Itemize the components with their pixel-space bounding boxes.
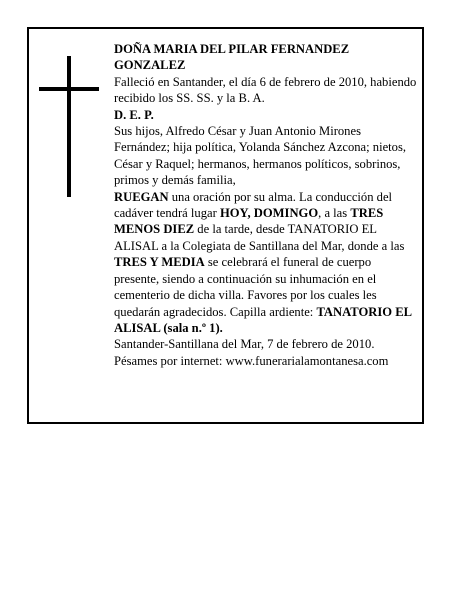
family-list: Sus hijos, Alfredo César y Juan Antonio Mirones Fernández; hija política, Yolanda Sánchez Azcona; nietos, César y Raquel; hermanos, hermanos políticos, sobrinos, primos y demás familia,: [114, 124, 407, 188]
day-label: HOY, DOMINGO: [219, 206, 319, 221]
place-date: Santander-Santillana del Mar, 7 de febrero de 2010.: [114, 337, 375, 352]
cross-vertical-bar: [67, 56, 71, 197]
notice-text: [114, 41, 419, 369]
funeral-time: TRES Y MEDIA: [114, 255, 205, 270]
chapel-location: TANATORIO EL ALISAL (sala n.º 1).: [114, 304, 412, 335]
request-text-1: una oración por su alma. La conducción del cadáver tendrá lugar: [114, 189, 393, 221]
request-text-4: se celebrará el funeral de cuerpo presente, siendo a continuación su inhumación en el cementerio de dicha villa. Favores por los cuales les quedarán agradecidos. Capilla ardiente:: [114, 255, 377, 319]
deceased-name: DOÑA MARIA DEL PILAR FERNANDEZ GONZALEZ: [114, 42, 350, 73]
obituary-notice: [27, 27, 424, 424]
condolences-line: Pésames por internet: www.funerarialamontanesa.com: [114, 353, 389, 368]
ruegan-label: RUEGAN: [114, 189, 169, 204]
dep-label: D. E. P.: [114, 107, 154, 122]
cross-horizontal-bar: [39, 87, 99, 91]
death-statement: Falleció en Santander, el día 6 de febrero de 2010, habiendo recibido los SS. SS. y la B. A.: [114, 74, 417, 106]
request-text-3: de la tarde, desde TANATORIO EL ALISAL a la Colegiata de Santillana del Mar, donde a las: [114, 222, 405, 253]
request-text-2: , a las: [318, 206, 351, 221]
funeral-request: [114, 189, 419, 337]
departure-time: TRES MENOS DIEZ: [114, 206, 384, 237]
